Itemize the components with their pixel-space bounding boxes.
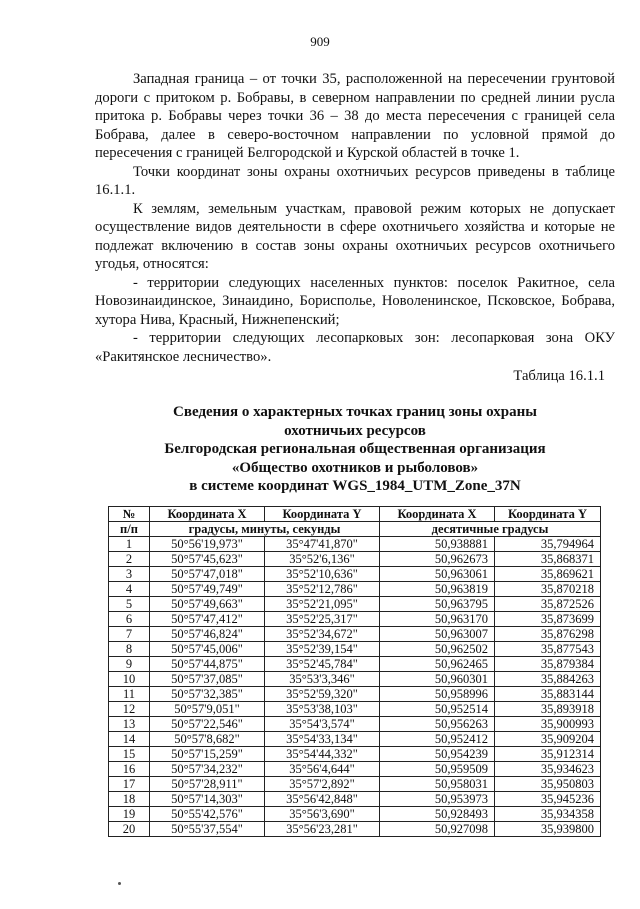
cell-x-dec: 50,954239 — [380, 747, 495, 762]
cell-x-dec: 50,962465 — [380, 657, 495, 672]
cell-num: 9 — [109, 657, 150, 672]
cell-x-dms: 50°57'46,824" — [150, 627, 265, 642]
cell-y-dms: 35°57'2,892" — [265, 777, 380, 792]
list-item-forest-parks: - территории следующих лесопарковых зон: лесопарковая зона ОКУ «Ракитянское лесничество». — [95, 330, 615, 365]
table-row — [109, 627, 601, 642]
cell-x-dec: 50,963170 — [380, 612, 495, 627]
cell-y-dec: 35,872526 — [495, 597, 601, 612]
cell-num: 2 — [109, 552, 150, 567]
table-row — [109, 552, 601, 567]
table-caption: Таблица 16.1.1 — [513, 368, 605, 384]
cell-num: 1 — [109, 537, 150, 552]
cell-y-dms: 35°52'59,320" — [265, 687, 380, 702]
cell-y-dec: 35,945236 — [495, 792, 601, 807]
cell-y-dms: 35°53'38,103" — [265, 702, 380, 717]
coordinates-table — [108, 506, 601, 837]
cell-num: 19 — [109, 807, 150, 822]
cell-num: 10 — [109, 672, 150, 687]
header-coord-y-dms: Координата Y — [265, 507, 380, 522]
cell-y-dec: 35,868371 — [495, 552, 601, 567]
cell-x-dms: 50°57'22,546" — [150, 717, 265, 732]
cell-y-dms: 35°56'23,281" — [265, 822, 380, 837]
cell-num: 7 — [109, 627, 150, 642]
cell-x-dec: 50,952412 — [380, 732, 495, 747]
cell-x-dms: 50°57'14,303" — [150, 792, 265, 807]
table-row — [109, 807, 601, 822]
header-num: № — [109, 507, 150, 522]
table-row — [109, 582, 601, 597]
cell-y-dec: 35,909204 — [495, 732, 601, 747]
table-row — [109, 792, 601, 807]
cell-num: 11 — [109, 687, 150, 702]
cell-y-dec: 35,873699 — [495, 612, 601, 627]
cell-num: 4 — [109, 582, 150, 597]
cell-num: 5 — [109, 597, 150, 612]
cell-x-dms: 50°55'37,554" — [150, 822, 265, 837]
cell-x-dec: 50,953973 — [380, 792, 495, 807]
cell-num: 3 — [109, 567, 150, 582]
cell-num: 6 — [109, 612, 150, 627]
header-dec-units: десятичные градусы — [380, 522, 601, 537]
cell-num: 13 — [109, 717, 150, 732]
cell-x-dec: 50,962502 — [380, 642, 495, 657]
table-title — [95, 403, 615, 496]
cell-y-dms: 35°54'33,134" — [265, 732, 380, 747]
table-row — [109, 642, 601, 657]
cell-x-dms: 50°57'44,875" — [150, 657, 265, 672]
table-title-line: Белгородская региональная общественная организация — [164, 441, 546, 457]
cell-y-dms: 35°52'6,136" — [265, 552, 380, 567]
cell-y-dec: 35,939800 — [495, 822, 601, 837]
cell-y-dec: 35,893918 — [495, 702, 601, 717]
table-title-line: «Общество охотников и рыболовов» — [231, 459, 479, 476]
cell-y-dec: 35,950803 — [495, 777, 601, 792]
cell-x-dms: 50°57'45,623" — [150, 552, 265, 567]
cell-x-dms: 50°57'9,051" — [150, 702, 265, 717]
cell-x-dec: 50,927098 — [380, 822, 495, 837]
cell-num: 16 — [109, 762, 150, 777]
table-row — [109, 732, 601, 747]
cell-y-dec: 35,883144 — [495, 687, 601, 702]
cell-y-dec: 35,900993 — [495, 717, 601, 732]
cell-num: 8 — [109, 642, 150, 657]
table-title-line: охотничьих ресурсов — [284, 422, 426, 439]
cell-x-dec: 50,956263 — [380, 717, 495, 732]
table-row — [109, 597, 601, 612]
body-text — [95, 70, 615, 366]
cell-x-dms: 50°57'47,018" — [150, 567, 265, 582]
table-title-line: Сведения о характерных точках границ зоны охраны — [173, 404, 537, 420]
cell-x-dms: 50°57'47,412" — [150, 612, 265, 627]
cell-x-dec: 50,959509 — [380, 762, 495, 777]
cell-x-dec: 50,952514 — [380, 702, 495, 717]
table-row — [109, 612, 601, 627]
table-row — [109, 657, 601, 672]
cell-y-dms: 35°52'39,154" — [265, 642, 380, 657]
cell-y-dms: 35°53'3,346" — [265, 672, 380, 687]
cell-x-dms: 50°57'49,663" — [150, 597, 265, 612]
cell-y-dms: 35°52'12,786" — [265, 582, 380, 597]
cell-y-dec: 35,794964 — [495, 537, 601, 552]
table-row — [109, 747, 601, 762]
table-row — [109, 762, 601, 777]
cell-y-dms: 35°52'34,672" — [265, 627, 380, 642]
table-row — [109, 567, 601, 582]
page-number: 909 — [310, 34, 330, 49]
table-row — [109, 717, 601, 732]
table-body — [109, 537, 601, 837]
cell-num: 20 — [109, 822, 150, 837]
cell-x-dec: 50,960301 — [380, 672, 495, 687]
cell-y-dec: 35,870218 — [495, 582, 601, 597]
cell-x-dec: 50,928493 — [380, 807, 495, 822]
cell-x-dec: 50,963007 — [380, 627, 495, 642]
cell-x-dms: 50°57'37,085" — [150, 672, 265, 687]
cell-y-dms: 35°47'41,870" — [265, 537, 380, 552]
cell-y-dms: 35°56'3,690" — [265, 807, 380, 822]
cell-num: 12 — [109, 702, 150, 717]
cell-x-dms: 50°56'19,973" — [150, 537, 265, 552]
cell-y-dec: 35,879384 — [495, 657, 601, 672]
cell-x-dec: 50,963819 — [380, 582, 495, 597]
table-row — [109, 672, 601, 687]
cell-y-dms: 35°54'3,574" — [265, 717, 380, 732]
header-num-sub: п/п — [109, 522, 150, 537]
cell-x-dms: 50°57'28,911" — [150, 777, 265, 792]
cell-num: 17 — [109, 777, 150, 792]
cell-y-dec: 35,877543 — [495, 642, 601, 657]
table-row — [109, 537, 601, 552]
cell-x-dec: 50,958996 — [380, 687, 495, 702]
cell-x-dec: 50,963795 — [380, 597, 495, 612]
cell-y-dms: 35°52'21,095" — [265, 597, 380, 612]
cell-y-dms: 35°52'45,784" — [265, 657, 380, 672]
header-coord-x-dec: Координата X — [380, 507, 495, 522]
cell-x-dec: 50,962673 — [380, 552, 495, 567]
header-dms-units: градусы, минуты, секунды — [150, 522, 380, 537]
cell-y-dms: 35°56'4,644" — [265, 762, 380, 777]
list-item-settlements: - территории следующих населенных пунктов: поселок Ракитное, села Новозинаидинское, Зинаидино, Борисполье, Новоленинское, Псковское, Бобрава, хутора Нива, Красный, Нижнепенский; — [95, 274, 615, 328]
cell-y-dec: 35,869621 — [495, 567, 601, 582]
cell-y-dms: 35°52'25,317" — [265, 612, 380, 627]
cell-x-dms: 50°57'49,749" — [150, 582, 265, 597]
cell-y-dec: 35,934623 — [495, 762, 601, 777]
cell-x-dms: 50°57'45,006" — [150, 642, 265, 657]
cell-x-dms: 50°57'15,259" — [150, 747, 265, 762]
paragraph-western-border: Западная граница – от точки 35, расположенной на пересечении грунтовой дороги с притоком р. Бобравы, в северном направлении по средней линии русла притока р. Бобравы через точки 36 – 38 до места пересечения с границей села Бобрава, далее в северо-восточном направлении по условной прямой до пересечения с границей Белгородской и Курской областей в точке 1. — [95, 71, 615, 161]
cell-x-dec: 50,938881 — [380, 537, 495, 552]
header-coord-y-dec: Координата Y — [495, 507, 601, 522]
cell-y-dec: 35,934358 — [495, 807, 601, 822]
cell-x-dms: 50°57'34,232" — [150, 762, 265, 777]
cell-y-dec: 35,884263 — [495, 672, 601, 687]
cell-y-dec: 35,912314 — [495, 747, 601, 762]
paragraph-table-reference: Точки координат зоны охраны охотничьих ресурсов приведены в таблице 16.1.1. — [95, 163, 615, 198]
scan-artifact — [118, 882, 121, 885]
table-title-line: в системе координат WGS_1984_UTM_Zone_37N — [189, 478, 521, 494]
table-row — [109, 777, 601, 792]
cell-x-dec: 50,958031 — [380, 777, 495, 792]
cell-y-dms: 35°56'42,848" — [265, 792, 380, 807]
table-row — [109, 687, 601, 702]
header-coord-x-dms: Координата X — [150, 507, 265, 522]
cell-x-dms: 50°57'8,682" — [150, 732, 265, 747]
cell-x-dms: 50°57'32,385" — [150, 687, 265, 702]
cell-x-dms: 50°55'42,576" — [150, 807, 265, 822]
cell-num: 18 — [109, 792, 150, 807]
table-row — [109, 822, 601, 837]
cell-num: 14 — [109, 732, 150, 747]
paragraph-excluded-lands: К землям, земельным участкам, правовой режим которых не допускает осуществление видов деятельности в сфере охотничьего хозяйства и которые не подлежат включению в состав зоны охраны охотничьих ресурсов охотничьего угодья, относятся: — [95, 200, 615, 272]
cell-y-dms: 35°52'10,636" — [265, 567, 380, 582]
cell-x-dec: 50,963061 — [380, 567, 495, 582]
cell-y-dec: 35,876298 — [495, 627, 601, 642]
cell-y-dms: 35°54'44,332" — [265, 747, 380, 762]
table-row — [109, 702, 601, 717]
cell-num: 15 — [109, 747, 150, 762]
